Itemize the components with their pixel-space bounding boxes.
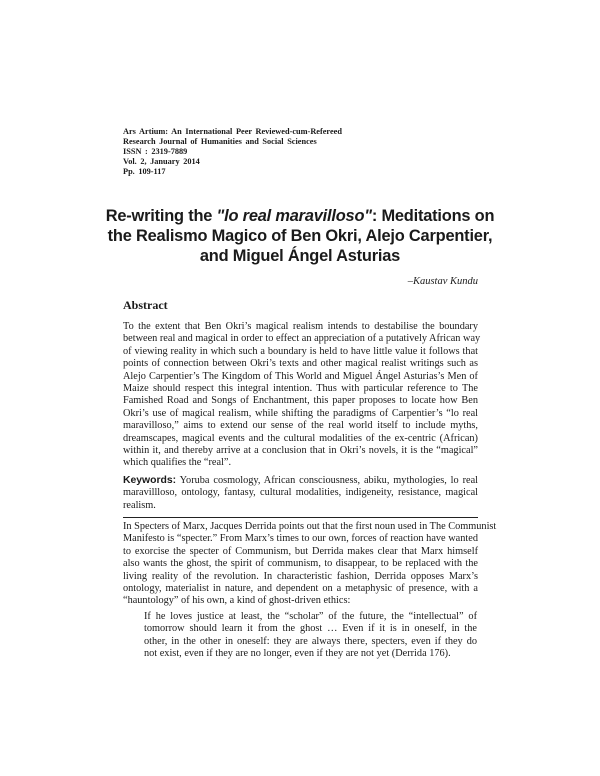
paper-title: [100, 206, 500, 266]
abstract-line: between real and magical in order to effect an appreciation of a putatively African way: [123, 333, 481, 345]
quote-line: If he loves justice at least, the “scholar” of the future, the “intellectual” of: [144, 611, 477, 622]
body-line: ontology, materialist in nature, and dependent on a metaphysic of presence, with a: [123, 582, 478, 594]
abstract-line: which qualifies the “real”.: [123, 457, 232, 469]
journal-info: [123, 127, 483, 177]
abstract-line: Alejo Carpentier’s The Kingdom of This World and Miguel Ángel Asturias’s Men of: [123, 370, 478, 382]
quote-line: tomorrow should learn it from the ghost … Even if it is in oneself, in the: [144, 623, 477, 635]
abstract-line: Maize should respect this integral intention. Thus with particular reference to The: [123, 382, 478, 394]
abstract-heading: Abstract: [123, 298, 168, 312]
journal-pages: Pp. 109-117: [123, 167, 166, 176]
body-line: “hauntology” of his own, a kind of ghost-driven ethics:: [123, 595, 351, 607]
title-line-2: the Realismo Magico of Ben Okri, Alejo Carpentier,: [107, 227, 493, 245]
keywords-label: Keywords:: [123, 475, 177, 486]
keywords-line-1: [123, 475, 478, 487]
block-quote: [144, 611, 477, 661]
quote-line: other, in the other in oneself: they are always there, specters, even if they do: [144, 635, 477, 647]
abstract-line: To the extent that Ben Okri’s magical realism intends to destabilise the boundary: [123, 321, 478, 332]
abstract-line: Famished Road and Songs of Enchantment, this paper proposes to locate how Ben: [123, 395, 478, 407]
abstract-line: dreamscapes, magical events and the cultural modalities of the ex-centric (African): [123, 432, 478, 444]
body-line: Manifesto is “specter.” From Marx’s times to our own, forces of reaction have wanted: [123, 533, 478, 545]
quote-line: not exist, even if they are no longer, even if they are not yet (Derrida 176).: [144, 648, 451, 660]
keywords: [123, 475, 478, 512]
title-line-1-italic: "lo real maravilloso": [216, 207, 372, 225]
body-line: living reality of the revolution. In characteristic fashion, Derrida opposes Marx’s: [123, 570, 478, 582]
journal-name-line: Ars Artium: An International Peer Reviewed-cum-Refereed: [123, 127, 342, 136]
keywords-line-2: maravillloso, ontology, fantasy, cultural modalities, indigeneity, resistance, magical: [123, 487, 478, 499]
abstract-line: maravilloso,” aims to extend our sense of the real world itself to include myths,: [123, 420, 478, 432]
title-line-1-start: Re-writing the: [105, 207, 217, 225]
journal-issn: ISSN : 2319-7889: [123, 147, 188, 156]
body-paragraph: [123, 521, 497, 608]
journal-subtitle-line: Research Journal of Humanities and Social Sciences: [123, 137, 317, 146]
journal-volume: Vol. 2, January 2014: [123, 157, 200, 166]
abstract-line: Okri’s use of magical realism, while shifting the paradigms of Carpentier’s “lo real: [123, 407, 478, 419]
title-line-1: [100, 206, 500, 226]
abstract-line: within it, and thereby arrive at a conclusion that in Okri’s novels, it is the “magical”: [123, 444, 478, 456]
body-line: to exorcise the specter of Communism, but Derrida makes clear that Marx himself: [123, 545, 478, 557]
keywords-list-start: Yoruba cosmology, African consciousness, abiku, mythologies, lo real: [176, 475, 478, 486]
abstract-line: points of connection between Okri’s texts and other magical realist writings such as: [123, 358, 478, 370]
title-line-3: and Miguel Ángel Asturias: [199, 247, 401, 265]
title-line-1-end: : Meditations on: [371, 207, 495, 225]
body-line: also wants the ghost, the spirit of communism, to disappear, to be replaced with the: [123, 558, 478, 570]
abstract-line: of viewing reality in which such a boundary is held to have little value it follows that: [123, 345, 478, 357]
author-name: –Kaustav Kundu: [407, 276, 478, 287]
body-line: In Specters of Marx, Jacques Derrida points out that the first noun used in The Communist: [123, 521, 497, 532]
abstract-text: [123, 321, 481, 470]
keywords-line-3: realism.: [123, 499, 156, 511]
section-divider: [123, 517, 478, 518]
